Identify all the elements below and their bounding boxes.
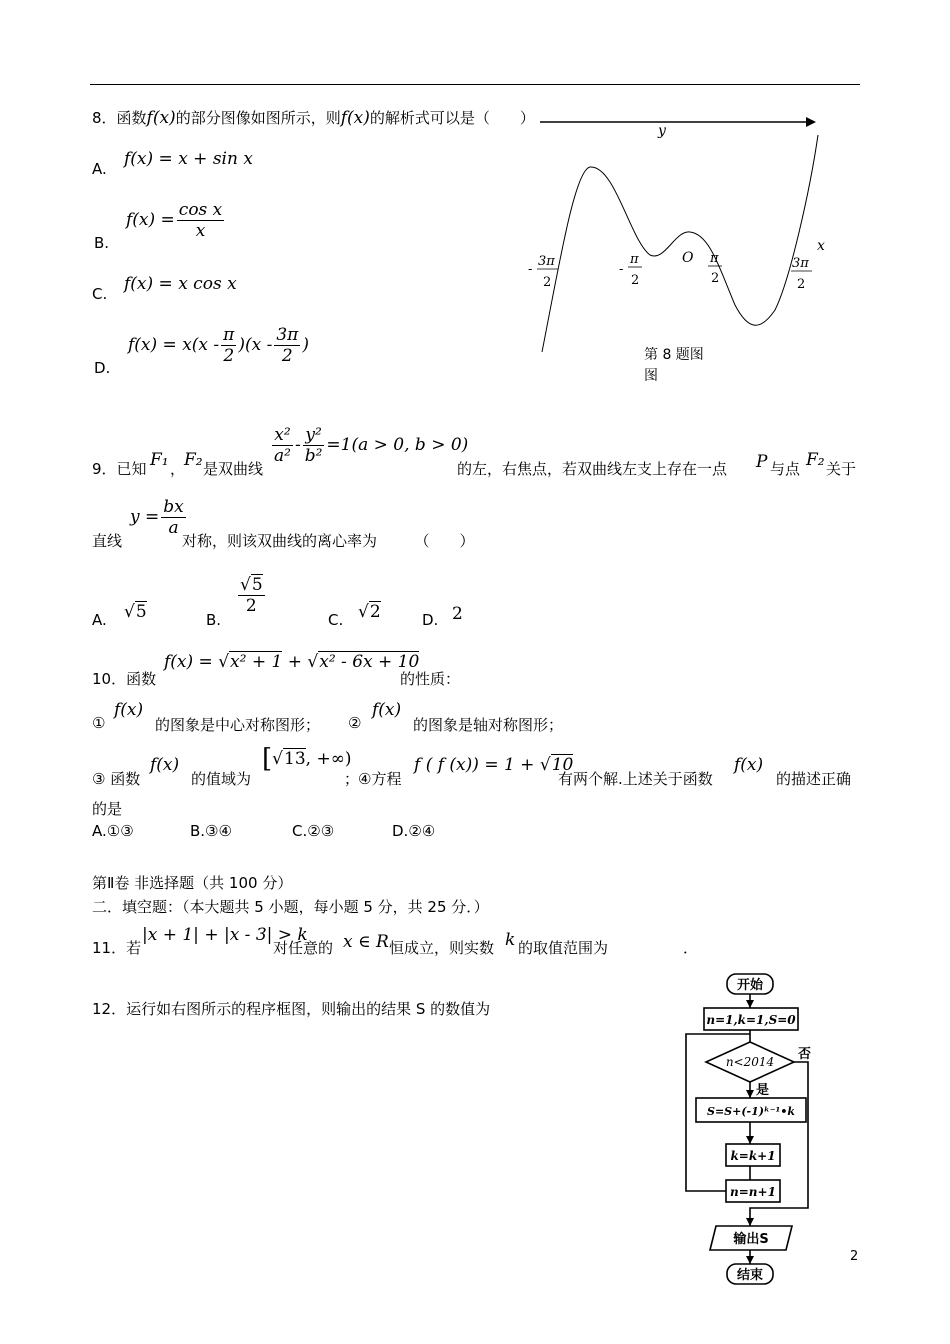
svg-text:3π: 3π (792, 256, 809, 271)
q11-mid: 对任意的 (273, 939, 334, 957)
flow-yes-label: 是 (756, 1083, 770, 1098)
svg-text:2: 2 (797, 277, 806, 292)
q11-suffix: 的取值范围为 ． (518, 939, 699, 957)
q9-option-b-label: B. (206, 611, 222, 629)
graph-caption-line1: 第 8 题图 (644, 347, 704, 363)
q10-s4-prefix: ④方程 (358, 770, 402, 788)
q11-text: 恒成立，则实数 (389, 939, 495, 957)
q8-option-a: f(x) = x + sin x (124, 149, 253, 169)
q10-s2-text: 的图象是轴对称图形； (413, 716, 564, 734)
svg-text:-: - (528, 262, 533, 277)
q12-flowchart (676, 968, 826, 1290)
graph-tick-neg-pi-2 (619, 252, 642, 288)
q8-option-d: f(x) = x(x - $\frac{\pi}{2}$ )(x - $\frac{3\pi}{2}$ ) (128, 325, 309, 366)
q9-point-p: P (756, 452, 768, 472)
q9-f2: F₂ (184, 450, 203, 470)
flow-arrow-icon (746, 1090, 754, 1098)
part2-section: 二．填空题：（本大题共 5 小题，每小题 5 分，共 25 分．） (92, 898, 489, 916)
q9-text4: 关于 (826, 460, 857, 478)
q9-option-a: √5 (124, 602, 147, 622)
flow-cond-text: n<2014 (725, 1055, 775, 1069)
svg-text:3π: 3π (538, 254, 555, 269)
svg-text:π: π (630, 252, 639, 267)
q10-s3-prefix: ③ 函数 (92, 770, 141, 788)
flow-arrow-icon (746, 1218, 754, 1226)
svg-text:-: - (619, 262, 624, 277)
q9-text3: 与点 (770, 460, 801, 478)
q10-formula: f(x) = √x² + 1 + √x² - 6x + 10 (164, 652, 420, 672)
flow-start-text: 开始 (736, 978, 764, 993)
part2-title: 第Ⅱ卷 非选择题（共 100 分） (92, 874, 293, 892)
page-number: 2 (850, 1249, 859, 1264)
flow-init-text: n=1,k=1,S=0 (706, 1013, 796, 1027)
q10-s4-equation: f ( f (x)) = 1 + √10 (414, 755, 574, 775)
q9-option-c: √2 (358, 602, 381, 622)
q10-s1-mark: ① (92, 714, 106, 732)
flow-end-text: 结束 (736, 1268, 764, 1283)
flow-arrow-icon (746, 1136, 754, 1144)
q10-s4-tail: 的描述正确 (776, 770, 852, 788)
flow-step1-text: S=S+(-1)ᵏ⁻¹•k (707, 1105, 795, 1118)
q10-suffix: 的性质： (400, 670, 461, 688)
q9-f2-again: F₂ (806, 450, 825, 470)
q10-s2-mark: ② (348, 714, 362, 732)
q8-option-b: f(x) = $\frac{\text{cos x}}{x}$ (126, 200, 223, 241)
flow-step3-text: n=n+1 (730, 1185, 776, 1199)
q10-prefix: 10．函数 (92, 670, 157, 688)
q9-option-b: $\frac{√5}{2}$ (240, 575, 263, 616)
q8-function-graph (520, 110, 840, 400)
graph-caption-line2: 图 (644, 368, 658, 384)
q9-comma: ， (170, 460, 186, 478)
q10-s3-range: [√13, +∞) (262, 744, 352, 774)
svg-text:2: 2 (631, 273, 640, 288)
q10-s4-f: f(x) (734, 755, 764, 775)
q10-s3-text: 的值域为 (191, 770, 252, 788)
graph-tick-3pi-2 (791, 256, 812, 292)
q10-s3-sep: ； (344, 770, 360, 788)
q8-option-c: f(x) = x cos x (124, 274, 237, 294)
flow-arrow-icon (746, 1000, 754, 1008)
q9-prefix: 9．已知 (92, 460, 147, 478)
q10-option-a: A.①③ (92, 822, 134, 840)
q12-text: 12．运行如右图所示的程序框图，则输出的结果 S 的数值为 (92, 1000, 491, 1018)
svg-text:2: 2 (711, 271, 720, 286)
q11-k: k (505, 930, 516, 950)
q8-option-a-label: A. (92, 160, 107, 178)
q10-last-line: 的是 (92, 800, 123, 818)
q10-s1-text: 的图象是中心对称图形； (155, 716, 321, 734)
q9-f1: F₁ (150, 450, 169, 470)
q9-line-prefix: 直线 (92, 532, 123, 550)
q10-s4-text: 有两个解.上述关于函数 (558, 770, 713, 788)
flow-arrow-icon (746, 1256, 754, 1264)
q9-option-a-label: A. (92, 611, 107, 629)
svg-text:2: 2 (543, 275, 552, 290)
header-rule (90, 84, 860, 85)
q10-option-c: C.②③ (292, 822, 335, 840)
q9-option-d: 2 (452, 604, 463, 624)
q10-s3-f: f(x) (150, 755, 180, 775)
q9-hyperbola-equation: $\frac{\text{x²}}{\text{a²}}$ - $\frac{\text{y²}}{\text{b²}}$ =1(a > 0, b > 0) (274, 425, 469, 466)
q8-stem: 8．函数f(x)的部分图像如图所示，则f(x)的解析式可以是（ ） (92, 108, 535, 128)
svg-text:π: π (710, 251, 719, 266)
q11-condition: x ∈ R (343, 932, 389, 952)
graph-y-label: y (658, 123, 666, 139)
flow-step2-text: k=k+1 (730, 1149, 776, 1163)
q9-option-c-label: C. (328, 611, 344, 629)
q10-s1-f: f(x) (114, 700, 144, 720)
q9-line-equation: y = $\frac{bx}{a}$ (130, 497, 184, 538)
graph-tick-neg-3pi-2 (528, 254, 558, 290)
q9-line-suffix: 对称，则该双曲线的离心率为 （ ） (182, 532, 475, 550)
q10-s2-f: f(x) (372, 700, 402, 720)
q8-option-c-label: C. (92, 285, 108, 303)
graph-curve (542, 135, 818, 352)
graph-x-label: x (817, 238, 825, 254)
q11-inequality: |x + 1| + |x - 3| > k (142, 925, 308, 945)
q8-option-b-label: B. (94, 234, 110, 252)
q9-text1: 是双曲线 (203, 460, 264, 478)
q8-option-d-label: D. (94, 359, 111, 377)
graph-origin-label: O (682, 250, 694, 266)
q9-text2: 的左，右焦点，若双曲线左支上存在一点 (457, 460, 728, 478)
q9-option-d-label: D. (422, 611, 439, 629)
q10-option-d: D.②④ (392, 822, 436, 840)
q10-option-b: B.③④ (190, 822, 232, 840)
flow-no-label: 否 (798, 1047, 812, 1062)
graph-arrow-icon (806, 117, 816, 127)
flow-output-text: 输出S (733, 1232, 769, 1247)
q11-prefix: 11．若 (92, 939, 142, 957)
